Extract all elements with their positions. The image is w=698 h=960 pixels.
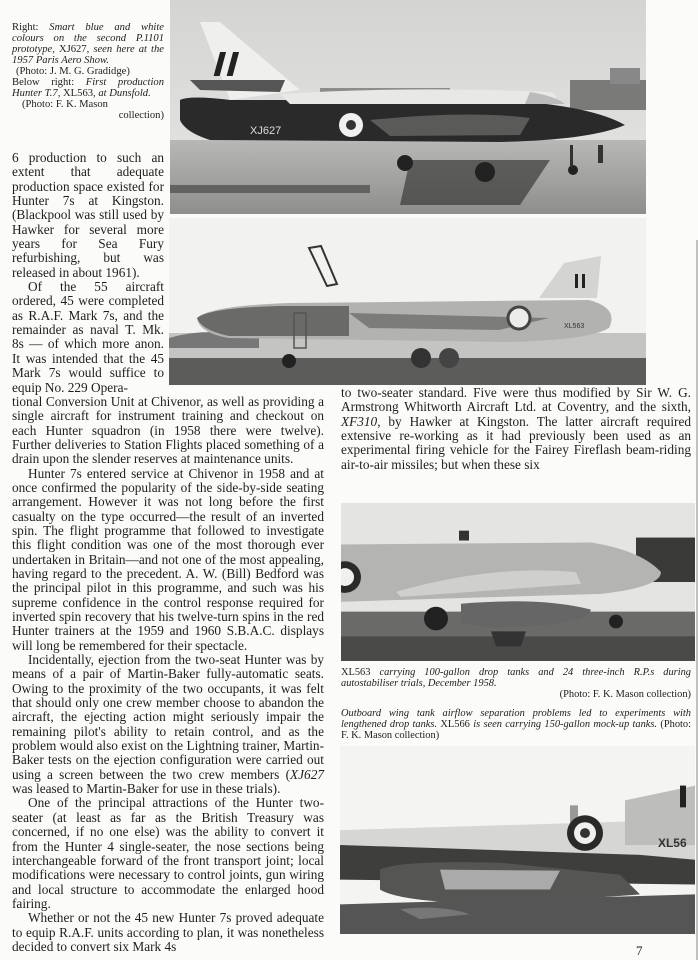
paragraph: Hunter 7s entered service at Chivenor in 1958 and at once confirmed the popularity of the side-by-side seating arrangement. However it was not long before the first casualty on the type occurred—the result of an inverted spin. The flight programme that followed to investigate this flight condition was one of the most thorough ever undertaken in Britain—and not one of the most appealing, having regard to the precedent. A. W. (Bill) Bedford was the principal pilot in this programme, and such was his supreme confidence in the control response required for inverted spin recovery that his twelve-turn spins in the red Hunter trainers at the 1959 and 1960 S.B.A.C. displays will long be remembered for their spectacle.	[12, 465, 324, 653]
caption-top-left	[12, 22, 164, 121]
body-column-narrow	[12, 151, 164, 395]
photo-xl563-drop-tanks	[341, 503, 695, 661]
aircraft-photo-4	[340, 746, 695, 934]
photo-credit: (Photo: F. K. Mason	[22, 99, 108, 110]
paragraph: One of the principal attractions of the Hunter two-seater (at least as far as the British Treasury was concerned, if no one else) was the ability to convert it from the Hunter 4 single-seater, the nose sections being interchangeable forward of the front transport joint; local modifications were necessary to control joints, gun wiring and local structure to accommodate the enlarged hood fairing.	[12, 795, 324, 911]
photo-credit: (Photo: J. M. G. Gradidge)	[16, 66, 130, 77]
paragraph: Whether or not the 45 new Hunter 7s proved adequate to equip R.A.F. units according to plan, it was nonetheless decided to convert six Mark 4s	[12, 910, 324, 954]
body-column-right	[341, 386, 691, 472]
photo-credit: (Photo: F. K. Mason collection)	[559, 689, 691, 700]
aircraft-photo-3	[341, 503, 695, 661]
body-column-left	[12, 151, 324, 954]
photo-xl566-mockup-tanks	[340, 746, 695, 934]
paragraph: Incidentally, ejection from the two-seat Hunter was by means of a pair of Martin-Baker fully-automatic seats. Owing to the proximity of the two occupants, it was felt that should only one crew member choose to abandon the aircraft, the ejecting action might seriously impair the remaining pilot's ability to retain control, and as the problem would also exist on the Lightning trainer, Martin-Baker tests on the ejection configuration were carried out using a screen between the two crew members (XJ627 was leased to Martin-Baker for use in these trials).	[12, 652, 324, 797]
serial-marking: XL563	[564, 323, 585, 330]
page-number: 7	[636, 943, 643, 958]
serial-marking: XL56	[658, 835, 687, 850]
right-photo-stack	[340, 503, 695, 934]
caption-photo-4: Outboard wing tank airflow separation problems led to experiments with lengthened drop tanks. XL566 is seen carrying 150-gallon mock-up tanks. (Photo: F. K. Mason collection)	[341, 708, 692, 741]
caption-below-right: Below right: First production Hunter T.7, XL563, at Dunsfold.	[12, 77, 164, 99]
caption-photo-3: XL563 carrying 100-gallon drop tanks and 24 three-inch R.P.s during autostabiliser trials, December 1958. (Photo: F. K. Mason collection)	[341, 667, 691, 700]
paragraph: 6 production to such an extent that adequate production space existed for Hunter 7s at Kingston. (Blackpool was still used by Hawker for several more years for Sea Fury refurbishing, but was released in about 1961).	[12, 150, 164, 280]
serial-marking: XJ627	[250, 125, 282, 137]
caption-right: Right: Smart blue and white colours on the second P.1101 prototype, XJ627, seen here at the 1957 Paris Aero Show.	[12, 22, 164, 66]
paragraph: tional Conversion Unit at Chivenor, as well as providing a single aircraft for instrument training and checkout on each Hunter squadron (in 1958 there were twelve). Further deliveries to Station Flights placed something of a drain upon the slender reserves at maintenance units.	[12, 393, 324, 467]
photo-credit: (Photo: F. K. Mason collection)	[341, 719, 692, 741]
paragraph: Of the 55 aircraft ordered, 45 were completed as R.A.F. Mark 7s, and the remainder as naval T. Mk. 8s — of which more anon. It was intended that the 45 Mark 7s would suffice to equip No. 229 Opera-	[12, 279, 164, 395]
photo-credit: collection)	[118, 110, 164, 121]
paragraph: to two-seater standard. Five were thus modified by Sir W. G. Armstrong Whitworth Aircraft Ltd. at Coventry, and the sixth, XF310, by Hawker at Kingston. The latter aircraft required extensive re-working as it had previously been used as an experimental firing vehicle for the Fairey Fireflash beam-riding air-to-air missiles; but when these six	[341, 385, 691, 472]
